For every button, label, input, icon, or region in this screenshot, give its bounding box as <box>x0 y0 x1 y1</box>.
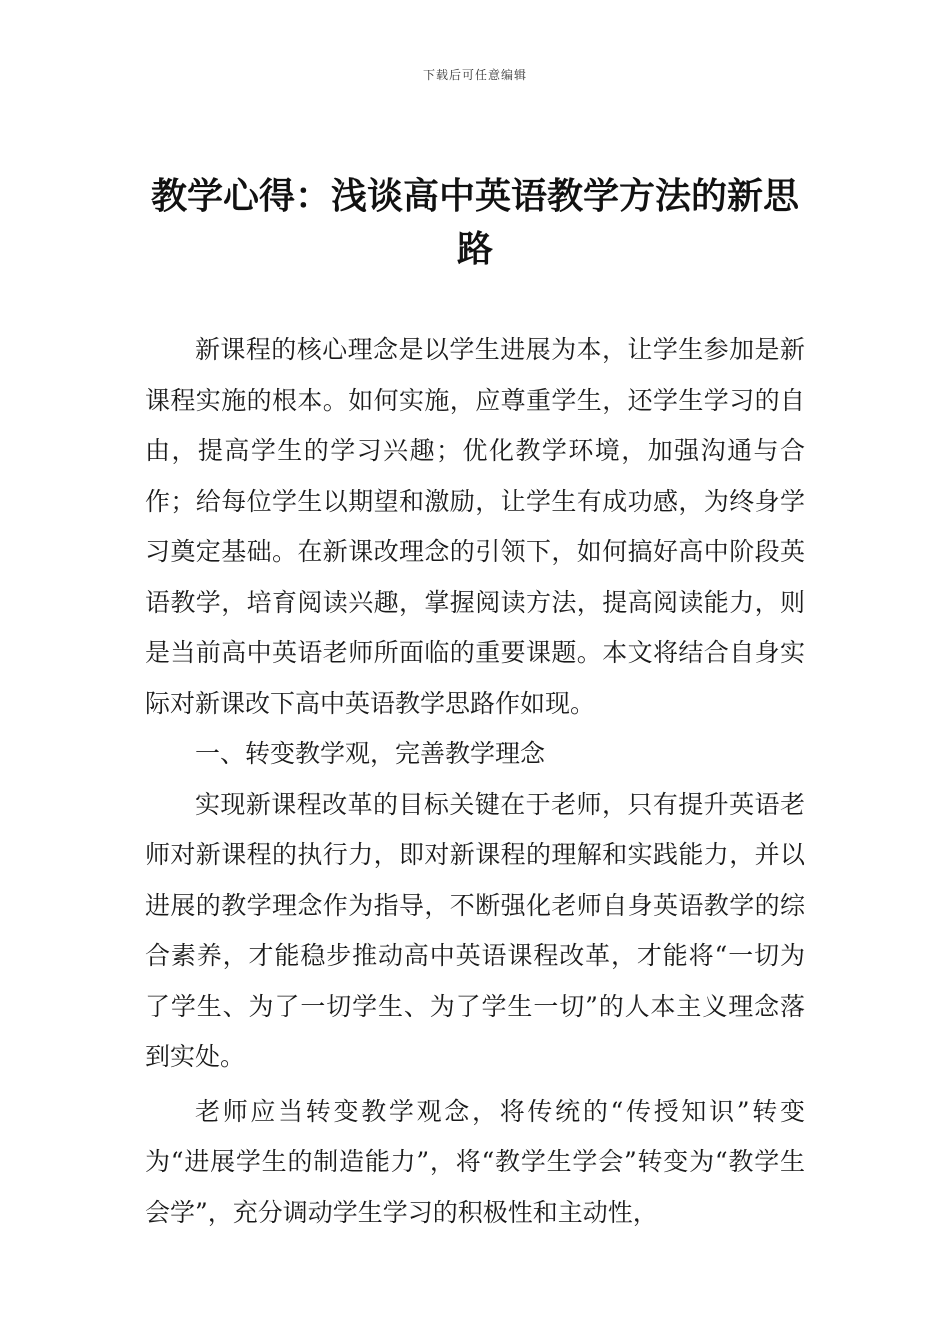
section-1-paragraph-2: 老师应当转变教学观念，将传统的“传授知识”转变为“进展学生的制造能力”，将“教学生学会”转变为“教学生会学”，充分调动学生学习的积极性和主动性， <box>145 1096 805 1227</box>
document-title: 教学心得：浅谈高中英语教学方法的新思路 <box>150 176 799 270</box>
section-1-paragraph-1: 实现新课程改革的目标关键在于老师，只有提升英语老师对新课程的执行力，即对新课程的理解和实践能力，并以进展的教学理念作为指导，不断强化老师自身英语教学的综合素养，才能稳步推动高中英语课程改革，才能将“一切为了学生、为了一切学生、为了学生一切”的人本主义理念落到实处。 <box>145 789 805 1071</box>
page-header-note: 下载后可任意编辑 <box>422 68 527 82</box>
document-body <box>145 325 805 1238</box>
intro-paragraph: 新课程的核心理念是以学生进展为本，让学生参加是新课程实施的根本。如何实施，应尊重学生，还学生学习的自由，提高学生的学习兴趣；优化教学环境，加强沟通与合作；给每位学生以期望和激励，让学生有成功感，为终身学习奠定基础。在新课改理念的引领下，如何搞好高中阶段英语教学，培育阅读兴趣，掌握阅读方法，提高阅读能力，则是当前高中英语老师所面临的重要课题。本文将结合自身实际对新课改下高中英语教学思路作如现。 <box>145 335 805 718</box>
section-heading-1: 一、转变教学观，完善教学理念 <box>195 739 546 768</box>
